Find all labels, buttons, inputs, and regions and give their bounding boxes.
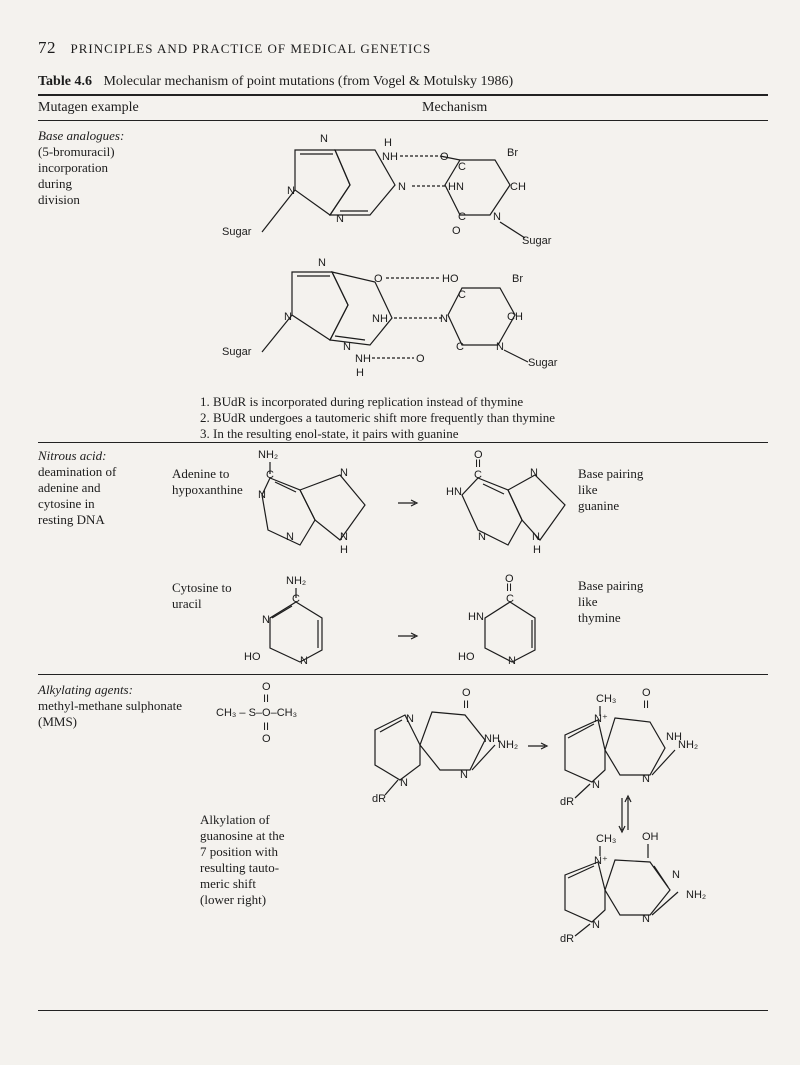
text-line: (MMS) [38,714,78,729]
atom-label: N [493,211,501,223]
note-line: 2. BUdR undergoes a tautomeric shift more frequently than thymine [200,410,556,425]
text-line: adenine and [38,480,101,495]
text-line: during [38,176,72,191]
text-line: guanine [578,498,620,513]
atom-label: N [592,779,600,791]
reaction-arrow [528,743,547,749]
note-line: 3. In the resulting enol-state, it pairs with guanine [200,426,459,441]
atom-label: H [384,137,392,149]
atom-label: NH [355,353,371,365]
atom-label: CH [507,311,523,323]
atom-label: NH₂ [686,889,707,901]
atom-label: O [462,687,471,699]
bromouracil-keto-structure [440,147,552,247]
atom-label: N [478,531,486,543]
atom-label: OH [642,831,659,843]
double-bond: II [263,721,270,733]
atom-label: O [374,273,383,285]
atom-label: O [452,225,461,237]
mms-structure [216,681,297,745]
purine-keto-structure [222,133,406,238]
table-label: Table 4.6 [38,74,92,89]
mms-formula: CH₃ – S–O–CH₃ [216,707,298,719]
text-line: Adenine to [172,466,230,481]
running-title: PRINCIPLES AND PRACTICE OF MEDICAL GENETICS [70,41,432,56]
atom-label: NH [372,313,388,325]
atom-label: Br [507,147,518,159]
atom-label: NH [484,733,500,745]
text-line: (lower right) [200,892,267,907]
atom-label: N [336,213,344,225]
atom-label: N [284,311,292,323]
atom-label: N [262,614,270,626]
table-caption: Molecular mechanism of point mutations (from Vogel & Motulsky 1986) [103,74,514,89]
atom-label: N [406,713,414,725]
atom-label: dR [560,933,575,945]
double-bond: II [263,693,270,705]
guanosine-structure [372,687,518,805]
atom-label: Sugar [222,346,252,358]
atom-label: N [286,531,294,543]
atom-label: N [287,185,295,197]
double-bond: II [475,458,482,470]
bromouracil-enol-structure [416,273,558,369]
atom-label: NH [666,731,682,743]
atom-label: N [318,257,326,269]
text-line: resulting tauto- [200,860,280,875]
atom-label: N [532,531,540,543]
atom-label: H [356,367,364,379]
atom-label: NH₂ [498,739,519,751]
page-number: 72 [38,38,56,57]
atom-label: O [440,151,449,163]
atom-label: HO [458,651,475,663]
atom-label: N [340,531,348,543]
text-line: meric shift [200,876,256,891]
atom-label: N [672,869,680,881]
atom-label: C [506,593,514,605]
atom-label: dR [560,796,575,808]
cytosine-structure [244,575,322,667]
atom-label: HN [468,611,484,623]
atom-label: dR [372,793,387,805]
atom-label: N⁺ [594,713,608,725]
atom-label: Sugar [522,235,552,247]
reaction-arrow [398,500,417,506]
atom-label: N [440,313,448,325]
atom-label: N⁺ [594,855,608,867]
text-line: 7 position with [200,844,279,859]
col-header-mechanism: Mechanism [422,100,488,115]
text-line: incorporation [38,160,109,175]
note-line: 1. BUdR is incorporated during replication instead of thymine [200,394,524,409]
double-bond: II [463,699,470,711]
atom-label: O [474,449,483,461]
atom-label: HO [442,273,459,285]
atom-label: O [262,681,271,693]
atom-label: N [343,341,351,353]
atom-label: C [266,469,274,481]
atom-label: N [592,919,600,931]
atom-label: NH₂ [258,449,279,461]
double-bond: II [643,699,650,711]
atom-label: N [340,467,348,479]
atom-label: CH [510,181,526,193]
text-line: (5-bromuracil) [38,144,115,159]
text-line: methyl-methane sulphonate [38,698,183,713]
atom-label: O [642,687,651,699]
reaction-arrow [398,633,417,639]
atom-label: N [642,913,650,925]
text-line: cytosine in [38,496,95,511]
text-line: Base pairing [578,578,644,593]
text-line: thymine [578,610,621,625]
atom-label: NH₂ [678,739,699,751]
atom-label: NH [382,151,398,163]
text-line: like [578,482,598,497]
atom-label: O [505,573,514,585]
atom-label: Br [512,273,523,285]
atom-label: C [474,469,482,481]
atom-label: H [340,544,348,556]
methylguanosine-enol-structure [560,831,706,945]
atom-label: C [458,289,466,301]
atom-label: N [508,655,516,667]
atom-label: HO [244,651,261,663]
uracil-structure [458,573,535,667]
atom-label: H [533,544,541,556]
atom-label: N [320,133,328,145]
text-line: uracil [172,596,202,611]
text-line: division [38,192,80,207]
alkylating-heading: Alkylating agents: [38,682,133,697]
equilibrium-arrows [619,796,631,832]
atom-label: N [398,181,406,193]
base-analogues-heading: Base analogues: [38,128,125,143]
atom-label: N [300,655,308,667]
atom-label: NH₂ [286,575,307,587]
methylguanosine-keto-structure [560,687,698,808]
atom-label: C [292,593,300,605]
atom-label: CH₃ [596,833,617,845]
purine-enol-structure [222,257,392,379]
atom-label: N [642,773,650,785]
atom-label: N [496,341,504,353]
atom-label: N [530,467,538,479]
atom-label: C [458,161,466,173]
atom-label: HN [448,181,464,193]
text-line: like [578,594,598,609]
atom-label: N [400,777,408,789]
text-line: Alkylation of [200,812,270,827]
adenine-structure [258,449,365,556]
atom-label: O [262,733,271,745]
atom-label: N [460,769,468,781]
text-line: deamination of [38,464,117,479]
atom-label: N [258,489,266,501]
atom-label: HN [446,486,462,498]
text-line: resting DNA [38,512,105,527]
text-line: Base pairing [578,466,644,481]
double-bond: II [506,582,513,594]
text-line: hypoxanthine [172,482,243,497]
text-line: Cytosine to [172,580,232,595]
atom-label: O [416,353,425,365]
atom-label: Sugar [528,357,558,369]
hypoxanthine-structure [446,449,565,556]
nitrous-acid-heading: Nitrous acid: [38,448,107,463]
col-header-mutagen: Mutagen example [38,100,139,115]
text-line: guanosine at the [200,828,285,843]
atom-label: C [456,341,464,353]
atom-label: Sugar [222,226,252,238]
atom-label: CH₃ [596,693,617,705]
atom-label: C [458,211,466,223]
